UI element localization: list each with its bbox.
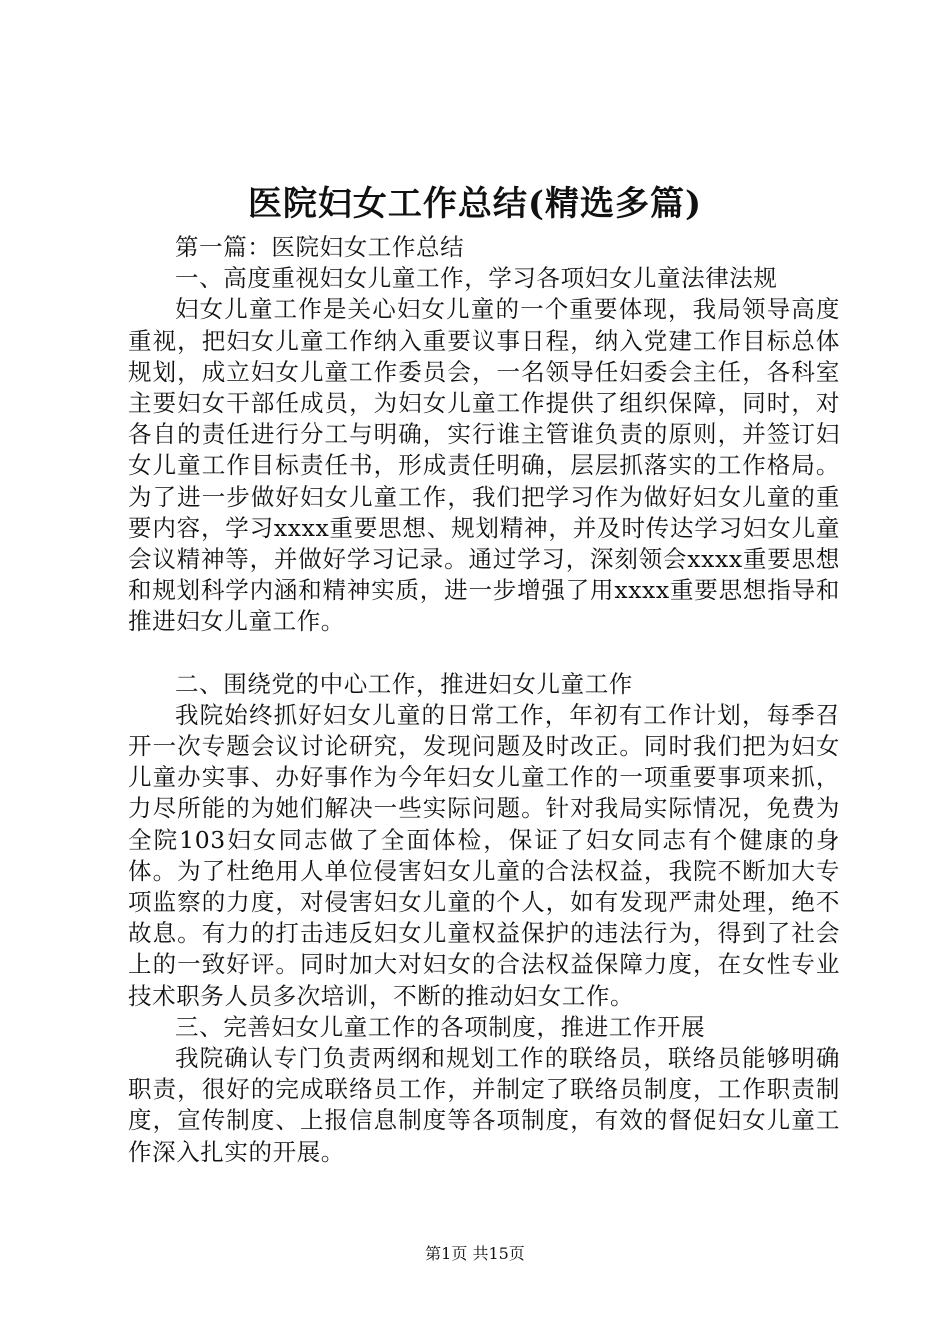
body-paragraph-1: 妇女儿童工作是关心妇女儿童的一个重要体现，我局领导高度重视，把妇女儿童工作纳入重要议事日程，纳入党建工作目标总体规划，成立妇女儿童工作委员会，一名领导任妇委会主任，各科室主要妇女干部任成员，为妇女儿童工作提供了组织保障，同时，对各自的责任进行分工与明确，实行谁主管谁负责的原则，并签订妇女儿童工作目标责任书，形成责任明确，层层抓落实的工作格局。为了进一步做好妇女儿童工作，我们把学习作为做好妇女儿童的重要内容，学习xxxx重要思想、规划精神，并及时传达学习妇女儿童会议精神等，并做好学习记录。通过学习，深刻领会xxxx重要思想和规划科学内涵和精神实质，进一步增强了用xxxx重要思想指导和推进妇女儿童工作。 xyxy=(128,295,840,636)
document-title: 医院妇女工作总结(精选多篇) xyxy=(247,184,703,224)
document-body xyxy=(128,232,840,1168)
chapter-heading: 第一篇：医院妇女工作总结 xyxy=(175,233,465,261)
page-footer: 第1页 共15页 xyxy=(425,1244,525,1263)
body-paragraph-2: 我院始终抓好妇女儿童的日常工作，年初有工作计划，每季召开一次专题会议讨论研究，发现问题及时改正。同时我们把为妇女儿童办实事、办好事作为今年妇女儿童工作的一项重要事项来抓，力尽所能的为她们解决一些实际问题。针对我局实际情况，免费为全院103妇女同志做了全面体检，保证了妇女同志有个健康的身体。为了杜绝用人单位侵害妇女儿童的合法权益，我院不断加大专项监察的力度，对侵害妇女儿童的个人，如有发现严肃处理，绝不故息。有力的打击违反妇女儿童权益保护的违法行为，得到了社会上的一致好评。同时加大对妇女的合法权益保障力度，在女性专业技术职务人员多次培训，不断的推动妇女工作。 xyxy=(128,700,840,1010)
paragraph-spacer xyxy=(128,638,840,669)
section-heading-1: 一、高度重视妇女儿童工作，学习各项妇女儿童法律法规 xyxy=(175,264,778,293)
body-paragraph-3: 我院确认专门负责两纲和规划工作的联络员，联络员能够明确职责，很好的完成联络员工作，并制定了联络员制度，工作职责制度，宣传制度、上报信息制度等各项制度，有效的督促妇女儿童工作深入扎实的开展。 xyxy=(128,1044,840,1166)
section-heading-2: 二、围绕党的中心工作，推进妇女儿童工作 xyxy=(175,669,633,698)
section-heading-3: 三、完善妇女儿童工作的各项制度，推进工作开展 xyxy=(175,1012,706,1041)
